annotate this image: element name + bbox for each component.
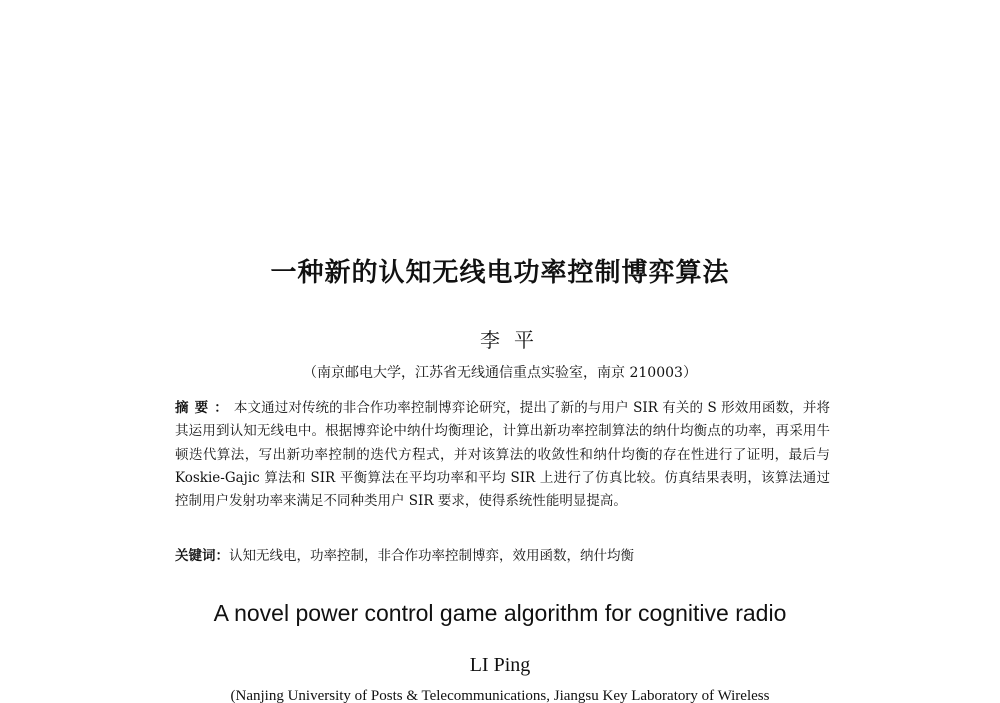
- keywords-label: 关键词：: [175, 548, 229, 564]
- author-name-english: LI Ping: [469, 654, 531, 676]
- affiliation-chinese: （南京邮电大学，江苏省无线通信重点实验室，南京 210003）: [303, 365, 697, 381]
- paper-title-chinese: 一种新的认知无线电功率控制博弈算法: [270, 258, 730, 288]
- abstract-text: 本文通过对传统的非合作功率控制博弈论研究，提出了新的与用户 SIR 有关的 S 形效用函数，并将其运用到认知无线电中。根据博弈论中纳什均衡理论，计算出新功率控制算法的纳什均衡点的功率，再采用牛顿迭代算法，写出新功率控制的迭代方程式，并对该算法的收敛性和纳什均衡的存在性进行了证明，最后与 Koskie-Gajic 算法和 SIR 平衡算法在平均功率和平均 SIR 上进行了仿真比较。仿真结果表明，该算法通过控制用户发射功率来满足不同种类用户 SIR 要求，使得系统性能明显提高。: [175, 400, 830, 510]
- author-name-chinese: 李平: [480, 328, 548, 352]
- abstract-chinese: [175, 397, 830, 513]
- paper-title-english: A novel power control game algorithm for cognitive radio: [213, 600, 787, 626]
- keywords-text: 认知无线电，功率控制，非合作功率控制博弈，效用函数，纳什均衡: [229, 548, 634, 564]
- affiliation-english: (Nanjing University of Posts & Telecommunications, Jiangsu Key Laboratory of Wireless: [230, 688, 770, 703]
- abstract-label: 摘要：: [175, 400, 234, 416]
- keywords-chinese: [175, 545, 830, 568]
